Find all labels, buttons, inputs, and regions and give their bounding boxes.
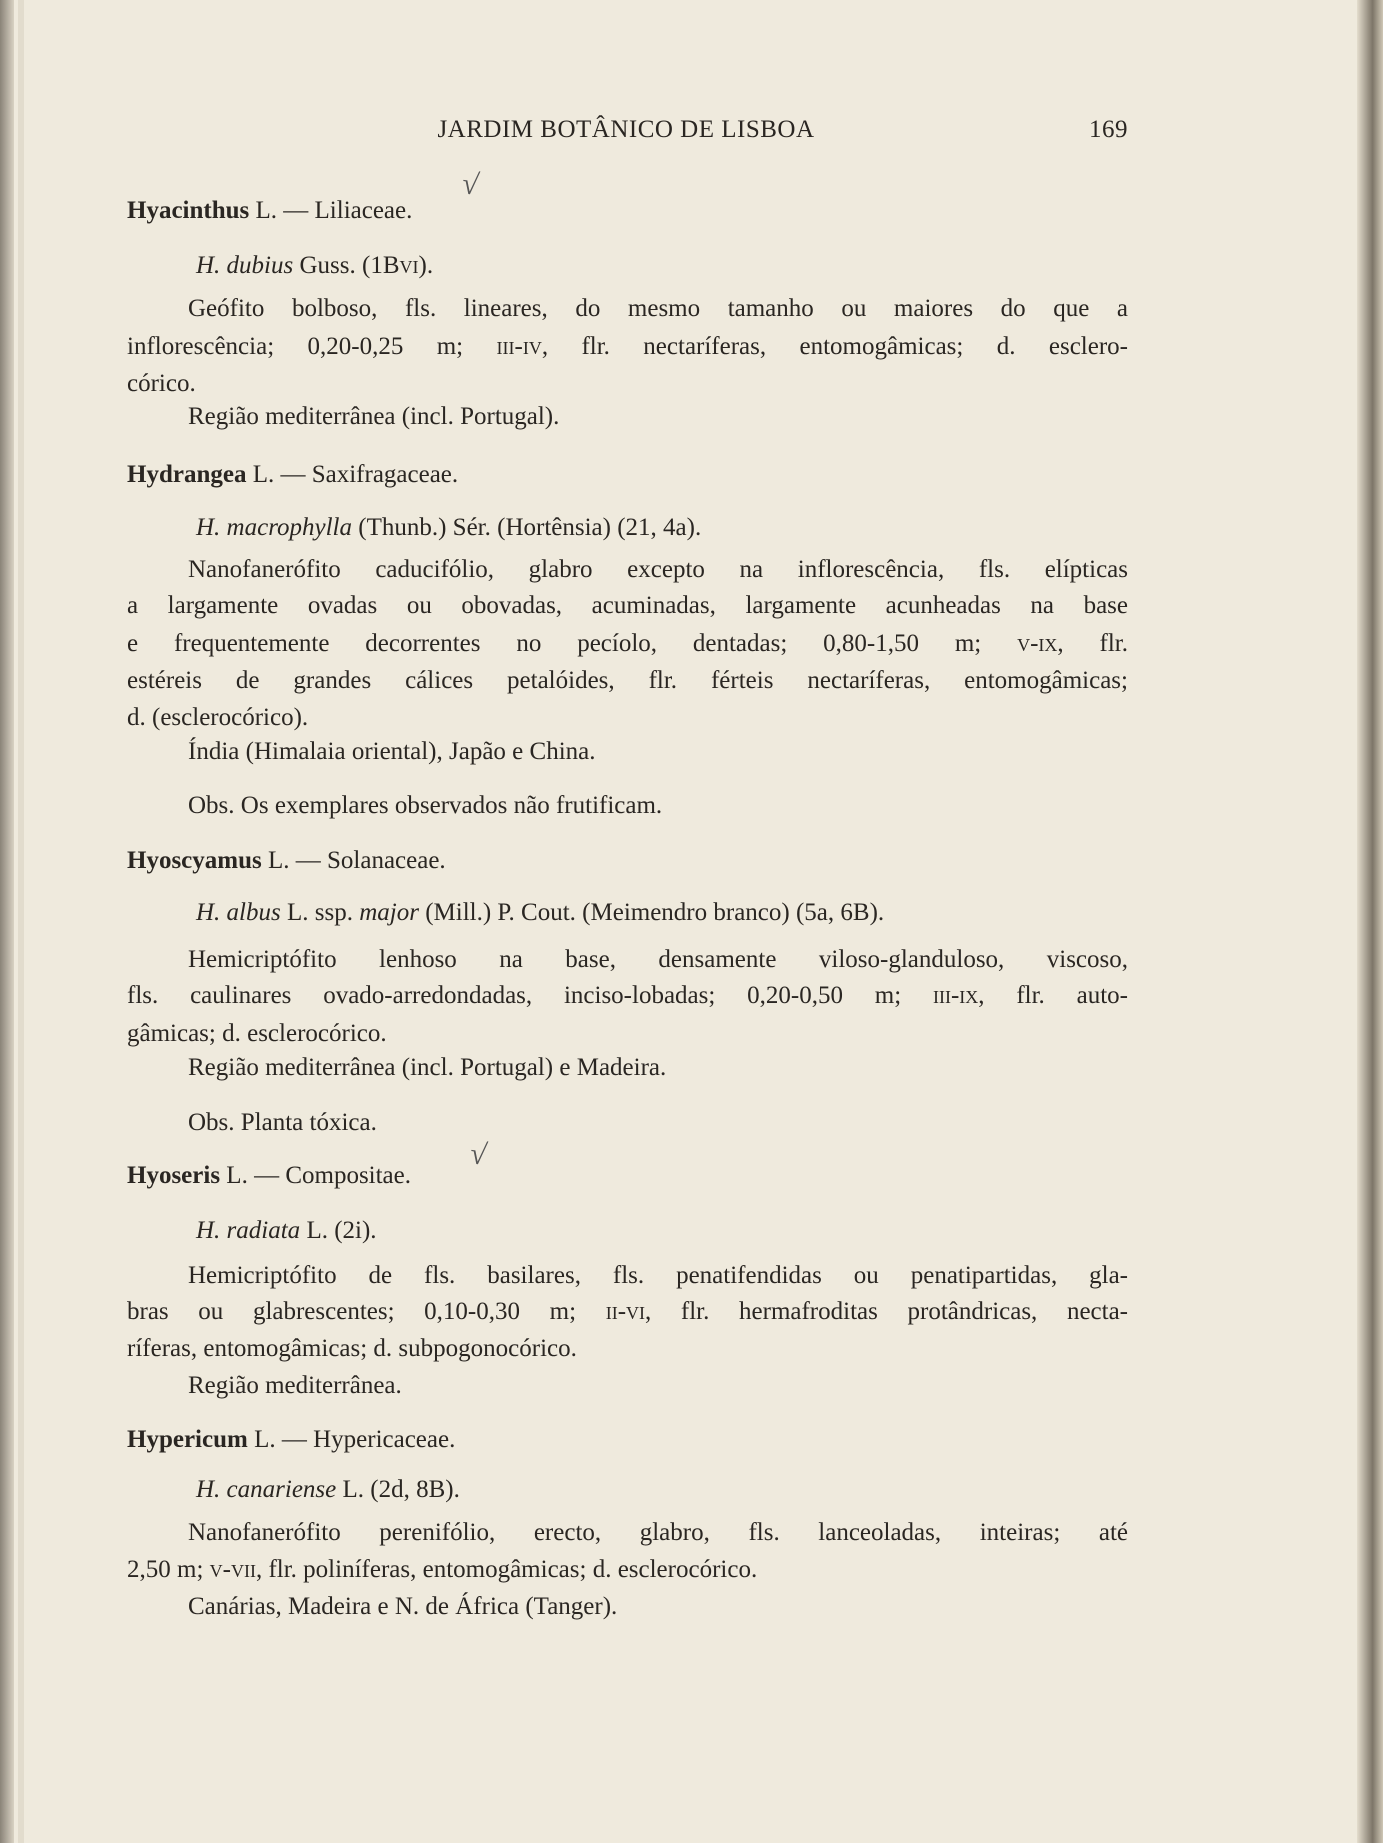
text-line [188,294,1128,324]
text-segment: , flr. [1057,630,1128,657]
text-segment: Hemicriptófito de fls. basilares, fls. penatifendidas ou penatipartidas, gla- [188,1262,1128,1289]
running-header [0,116,1383,150]
flowering-months: iii-iv [496,333,542,360]
text-segment: gâmicas; d. esclerocórico. [127,1020,387,1047]
text-segment: (Thunb.) Sér. (Hortênsia) (21, 4a). [352,514,702,541]
taxon-italic: H. albus [196,899,281,926]
taxon-italic: H. dubius [196,252,294,279]
text-segment: bras ou glabrescentes; 0,10-0,30 m; [127,1298,606,1325]
text-line [188,1108,377,1138]
text-segment: inflorescência; 0,20-0,25 m; [127,333,497,360]
text-line [127,1555,757,1585]
text-segment: Região mediterrânea (incl. Portugal) e Madeira. [188,1054,667,1081]
checkmark-annotation: √ [467,1137,489,1172]
text-line [127,591,1128,621]
page-binding-strip [18,0,24,1843]
text-line [188,1371,402,1401]
flowering-months: vi [399,252,419,279]
text-segment: L. (2i). [300,1217,377,1244]
header-title: JARDIM BOTÂNICO DE LISBOA [437,116,815,143]
text-segment: L. (2d, 8B). [336,1476,460,1503]
text-segment: L. — Saxifragaceae. [246,461,459,488]
text-segment: Região mediterrânea. [188,1372,402,1399]
species-name [196,513,701,543]
species-name [196,898,884,928]
text-line [188,737,595,767]
page-edge-shadow [1357,0,1383,1843]
text-line [127,666,1128,696]
genus-heading [127,1161,411,1191]
taxon-italic: H. radiata [196,1217,301,1244]
text-line [127,1297,1128,1327]
text-segment: Canárias, Madeira e N. de África (Tanger). [188,1593,618,1620]
text-line [127,1019,387,1049]
text-line [188,555,1128,585]
text-line [188,402,559,432]
text-segment: L. ssp. [280,899,360,926]
flowering-months: iii-ix [932,982,979,1009]
text-segment: L. — Compositae. [220,1162,412,1189]
text-segment: 2,50 m; [127,1556,210,1583]
text-line [188,1592,617,1622]
page-number: 169 [1089,116,1128,143]
species-name [196,251,433,281]
taxon-italic: H. canariense [196,1476,337,1503]
text-segment: Obs. Os exemplares observados não frutificam. [188,792,663,819]
text-line [127,369,196,399]
text-line [127,1334,577,1364]
genus-heading [127,460,458,490]
text-line [127,629,1128,659]
text-segment: d. (esclerocórico). [127,704,309,731]
text-segment: Região mediterrânea (incl. Portugal). [188,403,560,430]
flowering-months: v-ix [1017,630,1058,657]
genus-name: Hypericum [127,1426,248,1453]
genus-name: Hyoseris [127,1162,221,1189]
text-segment: fls. caulinares ovado-arredondadas, inciso-lobadas; 0,20-0,50 m; [127,982,933,1009]
text-line [188,1261,1128,1291]
species-name [196,1475,460,1505]
text-segment: Hemicriptófito lenhoso na base, densamente viloso-glanduloso, viscoso, [188,946,1128,973]
checkmark-annotation: √ [459,167,481,202]
text-segment: Obs. Planta tóxica. [188,1109,377,1136]
genus-name: Hyoscyamus [127,847,262,874]
text-segment: , flr. hermafroditas protândricas, necta- [645,1298,1129,1325]
text-segment: ríferas, entomogâmicas; d. subpogonocórico. [127,1335,577,1362]
page-binding-shadow [0,0,14,1843]
text-segment: a largamente ovadas ou obovadas, acuminadas, largamente acunheadas na base [127,592,1128,619]
text-segment: ). [418,252,434,279]
text-line [188,791,662,821]
text-segment: Geófito bolboso, fls. lineares, do mesmo tamanho ou maiores do que a [188,295,1128,322]
text-line [127,332,1128,362]
text-segment: Nanofanerófito caducifólio, glabro excepto na inflorescência, fls. elípticas [188,556,1128,583]
text-segment: , flr. nectaríferas, entomogâmicas; d. esclero- [541,333,1128,360]
genus-heading [127,196,412,226]
text-line [188,1053,666,1083]
text-segment: Guss. (1B [293,252,400,279]
text-segment: , flr. poliníferas, entomogâmicas; d. esclerocórico. [255,1556,758,1583]
text-segment: e frequentemente decorrentes no pecíolo, dentadas; 0,80-1,50 m; [127,630,1018,657]
genus-heading [127,846,446,876]
text-segment: L. — Liliaceae. [249,197,413,224]
genus-name: Hyacinthus [127,197,250,224]
text-segment: (Mill.) P. Cout. (Meimendro branco) (5a, 6B). [418,899,885,926]
taxon-italic: H. macrophylla [196,514,352,541]
genus-name: Hydrangea [127,461,247,488]
genus-heading [127,1425,455,1455]
text-segment: , flr. auto- [978,982,1128,1009]
species-name [196,1216,377,1246]
text-line [188,1518,1128,1548]
text-line [127,981,1128,1011]
text-segment: córico. [127,370,196,397]
text-segment: Nanofanerófito perenifólio, erecto, glabro, fls. lanceoladas, inteiras; até [188,1519,1128,1546]
text-line [127,703,308,733]
text-segment: estéreis de grandes cálices petalóides, flr. férteis nectaríferas, entomogâmicas; [127,667,1128,694]
text-segment: Índia (Himalaia oriental), Japão e China. [188,738,596,765]
flowering-months: v-vii [209,1556,256,1583]
text-segment: L. — Solanaceae. [261,847,446,874]
text-line [188,945,1128,975]
text-segment: L. — Hypericaceae. [247,1426,456,1453]
flowering-months: ii-vi [605,1298,646,1325]
taxon-italic: major [359,899,419,926]
